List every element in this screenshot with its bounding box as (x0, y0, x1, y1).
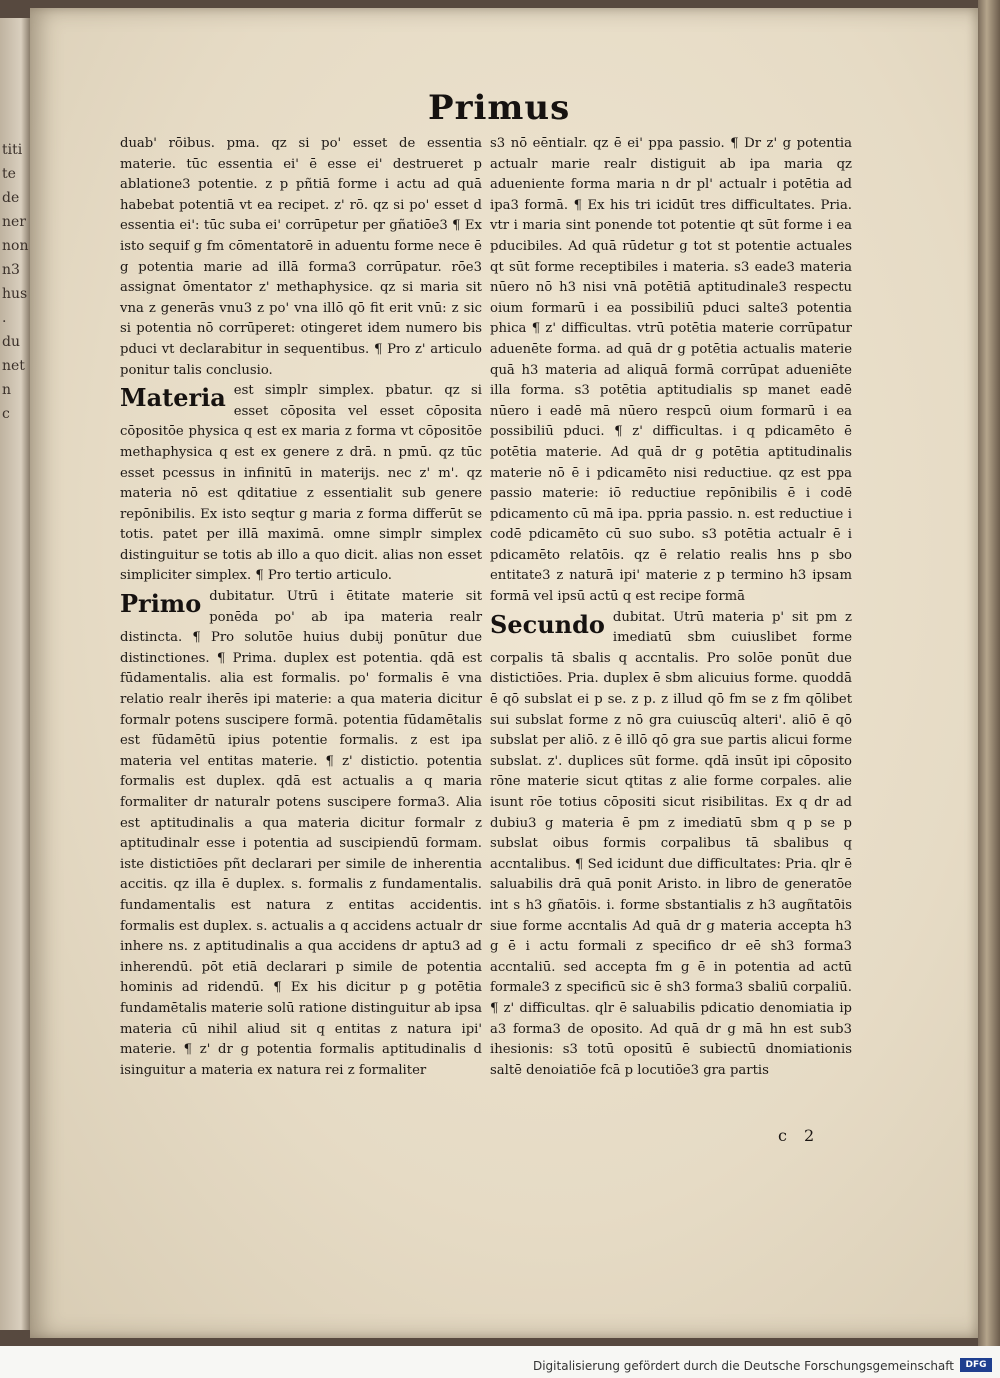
lead-word-materia: Materia (120, 383, 226, 413)
right-section-secundo (490, 608, 852, 1082)
footer-credit: Digitalisierung gefördert durch die Deutsche Forschungsgemeinschaft (532, 1359, 954, 1373)
left-paragraph-3: dubitatur. Utrū i ētitate materie sit ponēda po' ab ipa materia realr distincta. ¶ Pro solutōe huius dubij ponūtur due distinctiones. ¶ Prima. duplex est potentia. qdā est fūdamentalis. alia est formalis. po' formalis ē vna relatio realr iherēs ipi materie: a qua materia dicitur formalr potens suscipere formā. potentia fūdamētalis est fūdamētū ipius potentie formalis. z est ipa materia vel entitas materie. ¶ z' distictio. potentia formalis est duplex. qdā est actualis a q maria formaliter dr naturalr potens suscipere forma3. Alia est aptitudinalis a qua materia dicitur formalr z aptitudinalr esse i potentia ad suscipiendū formam. iste distictiōes pñt declarari per simile de inherentia accitis. qz illa ē duplex. s. formalis z fundamentalis. fundamentalis est natura z entitas accidentis. formalis est duplex. s. actualis a q accidens actualr dr inhere ns. z aptitudinalis a qua accidens dr aptu3 ad inherendū. pōt etiā declarari p simile de potentia hominis ad ridendū. ¶ Ex his dicitur p g potētia fundamētalis materie solū ratione distinguitur ab ipsa materia cū nihil aliud sit q entitas z natura ipi' materie. ¶ z' dr g potentia formalis aptitudinalis d isinguitur a materia ex natura rei z formaliter (120, 589, 482, 1078)
right-paragraph-2: dubitat. Utrū materia p' sit pm z imediatū sbm cuiuslibet forme corpalis tā sbalis q accntalis. Pro solōe ponūt due distictiōes. Pria. duplex ē sbm alicuius forme. quoddā ē qō subslat ei p se. z p. z illud qō fm se z fm qōlibet sui subslat forme z nō gra cuiuscūq alteri'. aliō ē qō subslat per aliō. z ē illō qō gra sue partis alicui forme subslat. z'. duplices sūt forme. qdā insūt ipi cōposito rōne materie sicut qtitas z alie forme corpales. alie isunt rōe totius cōpositi sicut risibilitas. Ex q dr ad dubiu3 g materia ē pm z imediatū sbm q p se p subslat oibus formis corpalibus tā sbalibus q accntalibus. ¶ Sed icidunt due difficultates: Pria. qlr ē saluabilis drā quā ponit Aristo. in libro de generatōe int s h3 gñatōis. i. forme sbstantialis z h3 augñtatōis siue forme accntalis Ad quā dr g materia accepta h3 g ē i actu formali z specifico dr eē sh3 forma3 accntaliū. sed accepta fm g ē in potentia ad actū formale3 z specificū sic ē sh3 forma3 sbaliū corpaliū. ¶ z' difficultas. qlr ē saluabilis pdicatio denomiatia ip a3 forma3 de oposito. Ad quā dr g mā hn est sub3 ihesionis: s3 totū opositū ē subiectū dnomiationis saltē denoiatiōe fcā p locutiōe3 gra partis (490, 609, 852, 1078)
dfg-logo: DFG (960, 1358, 992, 1372)
left-paragraph-2: est simplr simplex. pbatur. qz si esset cōposita vel esset cōposita cōpositōe physica q est ex maria z forma vt cōpositōe methaphysica q est ex genere z drā. n pmū. qz tūc esset pcessus in infinitū in materijs. nec z' m'. qz materia nō est qditatiue z essentialit sub genere repōnibilis. Ex isto seqtur g maria z forma differūt se totis. patet per illā maximā. omne simplr simplex distinguitur se totis ab illo a quo dicit. alias non esset simpliciter simplex. ¶ Pro tertio articulo. (120, 383, 482, 584)
right-page-edge (978, 0, 1000, 1346)
book-page (30, 8, 978, 1338)
page-heading: Primus (428, 88, 571, 128)
lead-word-primo: Primo (120, 589, 202, 619)
left-section-materia (120, 381, 482, 587)
previous-page-fragment: titi te de ner non n3 hus . du net n c (2, 142, 29, 422)
left-paragraph-1: duab' rōibus. pma. qz si po' esset de essentia materie. tūc essentia ei' ē esse ei' destrueret p ablatione3 potentie. z p pñtiā forme i actu ad quā habebat potentiā vt ea recipet. z' rō. qz si po' esset d essentia ei': tūc suba ei' corrūpetur per gñatiōe3 ¶ Ex isto sequif g fm cōmentatorē in aduentu forme nece ē g potentia marie ad illā forma3 corrūpatur. rōe3 assignat ōmentator z' methaphysice. qz si maria sit vna z generās vnu3 z po' vna illō qō fit erit vnū: z sic si potentia nō corrūperet: otingeret idem numero bis pduci vt declarabitur in sequentibus. ¶ Pro z' articulo ponitur talis conclusio. (120, 136, 482, 378)
page-signature: c 2 (778, 1126, 821, 1145)
left-column (120, 134, 482, 1081)
right-column (490, 134, 852, 1081)
left-section-primo (120, 587, 482, 1081)
lead-word-secundo: Secundo (490, 609, 605, 639)
right-paragraph-1: s3 nō eēntialr. qz ē ei' ppa passio. ¶ Dr z' g potentia actualr marie realr distiguit ab ipa maria qz adueniente forma maria n dr pl' actualr i potētia ad ipa3 formā. ¶ Ex his tri icidūt tres difficultates. Pria. vtr i maria sint ponende tot potentie qt sūt forme i ea pducibiles. Ad quā rūdetur g tot st potentie actuales qt sūt forme receptibiles i materia. s3 eade3 materia nūero nō h3 nisi vnā potētiā aptitudinale3 respectu oium formarū i ea possibiliū pduci salte3 potentia phica ¶ z' difficultas. vtrū potētia materie corrūpatur aduenēte forma. ad quā dr g potētia actualis materie quā h3 materia ad aliquā formā corrūpat adueniēte illa forma. s3 potētia aptitudialis sp manet eadē nūero i eadē mā nūero respcū oium formarū i ea possibiliū pduci. ¶ z' difficultas. i q pdicamēto ē potētia materie. Ad quā dr g potētia aptitudinalis materie nō ē i pdicamēto nisi reductiue. qz est ppa passio materie: iō reductiue repōnibilis ē i codē pdicamento cū mā ipa. ppria passio. n. est reductiue i codē pdicamēto cū suo subo. s3 potētia actualr ē i pdicamēto relatōis. qz ē relatio realis hns p sbo entitate3 z naturā ipi' materie z p termino h3 ipsam formā vel ipsū actū q est recipe formā (490, 136, 852, 605)
footer-bar (0, 1352, 1000, 1378)
previous-page-edge (0, 18, 30, 1330)
